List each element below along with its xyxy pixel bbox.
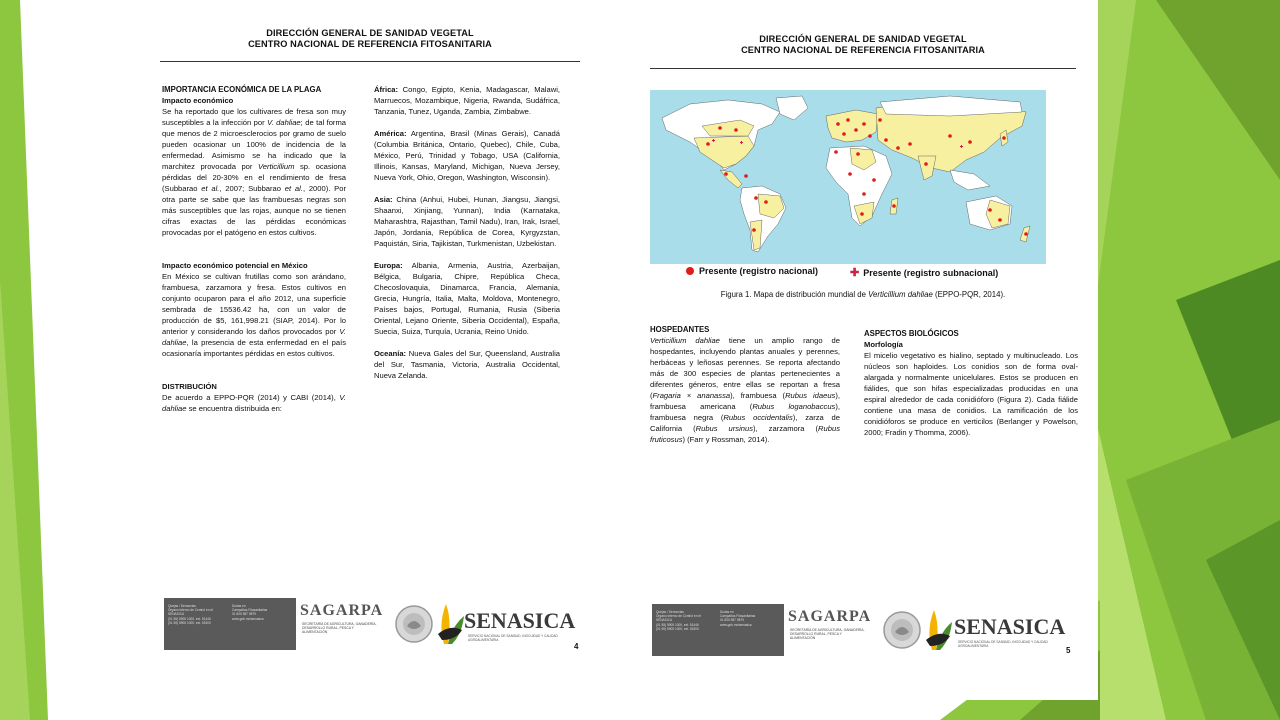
subtitle-impacto: Impacto económico [162,96,234,105]
header-rule [650,68,1076,69]
paragraph-potencial: En México se cultivan frutillas como son arándano, frambuesa, zarzamora y fresa. Estos cultivos en conjunto ocuparon para el año 2012, una superficie sembrada de 15536.42 ha, con un valor de producción de $5, 161,998.21 (SIAP, 2014). Por lo anterior y considerando los daños provocados por V. dahliae, la presencia de esta enfermedad en el país ocasionaría importantes pérdidas en estos cultivos. [162,272,346,358]
mexico-seal-icon [882,610,922,650]
mexico-seal-icon [394,604,434,644]
world-distribution-map [650,90,1046,264]
subtitle-potencial: Impacto económico potencial en México [162,261,308,270]
section-title-importancia: IMPORTANCIA ECONÓMICA DE LA PLAGA [162,85,322,94]
page-number: 5 [1066,646,1071,655]
section-title-aspectos: ASPECTOS BIOLÓGICOS [864,329,959,338]
right-column [374,84,560,381]
page-header [628,34,1098,56]
page-footer [164,598,584,654]
sagarpa-logo: SAGARPA [788,608,872,625]
header-rule [160,61,580,62]
page-header [140,28,600,50]
right-column [864,328,1078,438]
sagarpa-logo: SAGARPA [300,602,384,619]
map-legend-national: Presente (registro nacional) [686,266,818,276]
slide-right-decoration [1096,0,1280,720]
page-number: 4 [574,642,579,651]
senasica-subtitle: SERVICIO NACIONAL DE SANIDAD, INOCUIDAD Y CALIDAD AGROALIMENTARIA [958,640,1048,648]
contact-box: Quejas / Denuncias Órgano Interno de Control en el SENASICA (01 55) 5905 1000, ext. 51446 (01 55) 5905 1000, ext. 51500 Dudas en Campañas Fitosanitarias 01 800 987 9879 www.gob.mx/senasica [164,598,296,650]
paragraph-impacto: Se ha reportado que los cultivares de fresa son muy susceptibles a la infección por V. dahliae; de tal forma que menos de 2 microesclerocios por gramo de suelo pueden ocasionar un 100% de incidencia de la enfermedad. Asimismo se ha indicado que la marchitez provocada por Verticillium sp. ocasiona pérdidas del 20-30% en el rendimiento de fresa (Subbarao et al., 2007; Subbarao et al., 2000). Por otra parte se sabe que las frambuesas negras son más susceptibles que las rojas, aunque no se tienen cifras exactas de las pérdidas económicas provocadas por el patógeno en estos cultivos. [162,107,347,237]
paragraph-america: América: Argentina, Brasil (Minas Gerais), Canadá (Columbia Británica, Ontario, Quebec), Chile, Cuba, México, Perú, Trinidad y Tobago, USA (California, Illinois, Kansas, Maryland, Michigan, Nueva Jersey, Nueva York, Ohio, Oregon, Washington, Wisconsin). [374,129,560,182]
paragraph-asia: Asia: China (Anhui, Hubei, Hunan, Jiangsu, Jiangsi, Shaanxi, Xinjiang, Yunnan), India (Karnataka, Maharashtra, Rajasthan, Tamil Nadu), Iran, Irak, Israel, Japón, Jordania, República de Corea, Kyrgyzstan, Paquistán, Siria, Tajikistan, Turkmenistan, Uzbekistan. [374,195,560,248]
header-line-1: DIRECCIÓN GENERAL DE SANIDAD VEGETAL [759,34,967,44]
senasica-subtitle: SERVICIO NACIONAL DE SANIDAD, INOCUIDAD Y CALIDAD AGROALIMENTARIA [468,634,558,642]
senasica-logo: SENASICA [464,608,576,633]
paragraph-distribucion: De acuerdo a EPPO-PQR (2014) y CABI (2014), V. dahliae se encuentra distribuida en: [162,393,346,413]
sagarpa-subtitle: SECRETARÍA DE AGRICULTURA, GANADERÍA, DESARROLLO RURAL, PESCA Y ALIMENTACIÓN [790,628,865,640]
header-line-2: CENTRO NACIONAL DE REFERENCIA FITOSANITARIA [741,45,985,55]
header-line-1: DIRECCIÓN GENERAL DE SANIDAD VEGETAL [266,28,474,38]
map-legend-subnational: ✚ Presente (registro subnacional) [850,267,999,279]
page-footer [652,604,1082,660]
left-column [650,324,840,445]
section-title-hospedantes: HOSPEDANTES [650,325,710,334]
paragraph-oceania: Oceanía: Nueva Gales del Sur, Queensland, Australia del Sur, Tasmania, Victoria, Australia Occidental, Nueva Zelanda. [374,349,560,380]
paragraph-hospedantes: Verticillium dahliae tiene un amplio rango de hospedantes, incluyendo plantas anuales y perennes, herbáceas y leñosas perennes. Se reporta afectando más de 300 especies de plantas pertenecientes a diferentes géneros, entre ellas se reportan a fresa (Fragaria × ananassa), frambuesa (Rubus idaeus), frambuesa americana (Rubus loganobaccus), frambuesa negra (Rubus occidentalis), zarza de California (Rubus ursinus), zarzamora (Rubus fruticosus) (Farr y Rossman, 2014). [650,336,840,444]
header-line-2: CENTRO NACIONAL DE REFERENCIA FITOSANITARIA [248,39,492,49]
red-dot-icon [686,267,694,275]
paragraph-europa: Europa: Albania, Armenia, Austria, Azerbaijan, Bélgica, Bulgaria, Chipre, República Checa, Checoslovaquia, Dinamarca, Francia, Alemania, Grecia, Hungría, Italia, Malta, Moldova, Montenegro, Países bajos, Portugal, Rumania, Rusia (Siberia Oriental, Lejano Oriente, Siberia Occidental), España, Suecia, Suiza, Turquía, Ucrania, Reino Unido. [374,261,560,336]
contact-box: Quejas / Denuncias Órgano Interno de Control en el SENASICA (01 55) 5905 1000, ext. 51446 (01 55) 5905 1000, ext. 51500 Dudas en Campañas Fitosanitarias 01 800 987 9879 www.gob.mx/senasica [652,604,784,656]
slide-left-decoration [0,0,48,720]
paragraph-africa: África: Congo, Egipto, Kenia, Madagascar, Malawi, Marruecos, Mozambique, Nigeria, Rwanda, Sudáfrica, Tanzania, Tunez, Uganda, Zambia, Zimbabwe. [374,85,560,116]
paragraph-morfologia: El micelio vegetativo es hialino, septado y multinucleado. Los núcleos son haploides. Los conidios son de forma oval-alargada y normalmente unicelulares. Estos se producen en fiálides, que son hifas especializadas producidas en una espiral alrededor de cada conidióforo (Figura 2). Cada fiálide contiene una masa de conidios. La ramificación de los conidióforos se produce en verticilos (Berlanger y Powelson, 2000; Fradin y Thomma, 2006). [864,351,1078,437]
section-title-distribucion: DISTRIBUCIÓN [162,382,217,391]
subtitle-morfologia: Morfología [864,340,903,349]
sagarpa-subtitle: SECRETARÍA DE AGRICULTURA, GANADERÍA, DESARROLLO RURAL, PESCA Y ALIMENTACIÓN [302,622,377,634]
figure-caption: Figura 1. Mapa de distribución mundial de Verticillium dahliae (EPPO-PQR, 2014). [720,290,1006,299]
cross-icon: ✚ [850,267,860,279]
corn-cow-logo-icon [922,606,958,652]
document-page-5 [628,0,1098,700]
document-page-4 [140,0,600,700]
left-column [162,84,346,414]
senasica-logo: SENASICA [954,614,1066,639]
